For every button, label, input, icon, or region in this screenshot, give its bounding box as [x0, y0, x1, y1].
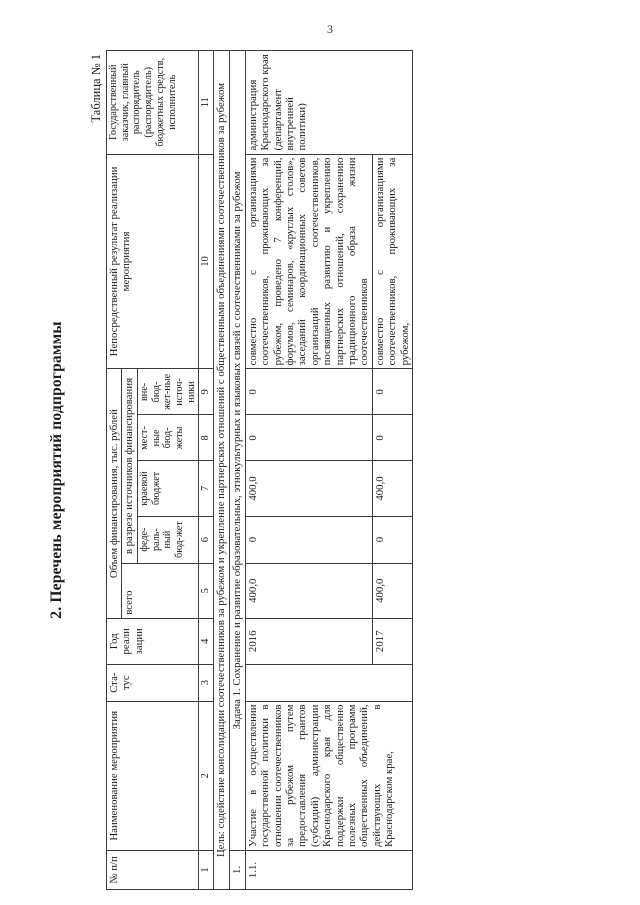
row-status: [245, 664, 412, 701]
goal-text: Цель: содействие консолидации соотечественников за рубежом и укрепление партнерских отношений с общественными объединениями соотечественников за рубежом: [214, 51, 230, 890]
table-row: [245, 51, 372, 890]
header-federal: феде-раль-ный бюд-жет: [137, 516, 199, 563]
header-customer: Государственный заказчик, главный распорядитель (распорядитель) бюджетных средств, исполнитель: [107, 51, 199, 155]
goal-row: [214, 51, 230, 890]
column-number: 5: [199, 563, 214, 618]
rotated-page-content: [48, 50, 623, 890]
header-num: № п/п: [107, 850, 199, 889]
header-extra: вне-бюд-жет-ные источ-ники: [137, 369, 199, 415]
row-customer: администрация Краснодарского края (департамент внутренней политики): [245, 51, 412, 155]
row-federal: 0: [372, 516, 412, 563]
row-extra: 0: [372, 369, 412, 415]
page-number: 3: [327, 22, 333, 36]
section-title: 2. Перечень мероприятий подпрограммы: [48, 321, 65, 619]
column-number: 11: [199, 51, 214, 155]
row-result: совместно с организациями соотечественников, проживающих за рубежом,: [372, 154, 412, 369]
column-number: 2: [199, 701, 214, 850]
task-number: 1.: [230, 850, 245, 889]
header-local: мест-ные бюд-жеты: [137, 415, 199, 461]
task-text: Задача 1. Сохранение и развитие образовательных, этнокультурных и языковых связей с соотечественниками за рубежом: [230, 51, 245, 851]
column-number: 9: [199, 369, 214, 415]
row-federal: 0: [245, 516, 372, 563]
row-year: 2017: [372, 618, 412, 664]
header-regional: краевой бюджет: [137, 461, 199, 516]
row-regional: 400,0: [372, 461, 412, 516]
column-number: 4: [199, 618, 214, 664]
column-number-row: [199, 51, 214, 890]
header-by-source: в разрезе источников финансирования: [122, 369, 137, 563]
row-num: 1.1.: [245, 850, 412, 889]
header-name: Наименование мероприятия: [107, 701, 199, 850]
header-row-1: [107, 51, 122, 890]
task-row: [230, 51, 245, 890]
row-total: 400,0: [372, 563, 412, 618]
row-local: 0: [372, 415, 412, 461]
row-name: Участие в осуществлении государственной политики в отношении соотечественников за рубежом путем предоставления грантов (субсидий) администрации Краснодарского края для поддержки общественно полезных программ общественных объединений, действующих в Краснодарском крае,: [245, 701, 412, 850]
column-number: 10: [199, 154, 214, 369]
column-number: 7: [199, 461, 214, 516]
row-regional: 400,0: [245, 461, 372, 516]
column-number: 3: [199, 664, 214, 701]
table-caption: Таблица № 1: [89, 54, 103, 123]
header-total: всего: [122, 563, 199, 618]
row-total: 400,0: [245, 563, 372, 618]
column-number: 8: [199, 415, 214, 461]
row-year: 2016: [245, 618, 372, 664]
column-number: 1: [199, 850, 214, 889]
measures-table: [106, 50, 413, 890]
header-financing: Объем финансирования, тыс. рублей: [107, 369, 122, 618]
column-number: 6: [199, 516, 214, 563]
row-extra: 0: [245, 369, 372, 415]
header-result: Непосредственный результат реализации мероприятия: [107, 154, 199, 369]
header-year: Год реали зации: [107, 618, 199, 664]
row-result: совместно с организациями соотечественников, проживающих за рубежом, проведено 7 конференций, форумов, семинаров, «круглых столов», заседаний координационных советов организаций соотечественников, посвященных развитию и укреплению партнерских отношений, сохранению традиционного образа жизни соотечественников: [245, 154, 372, 369]
header-status: Ста-тус: [107, 664, 199, 701]
row-local: 0: [245, 415, 372, 461]
